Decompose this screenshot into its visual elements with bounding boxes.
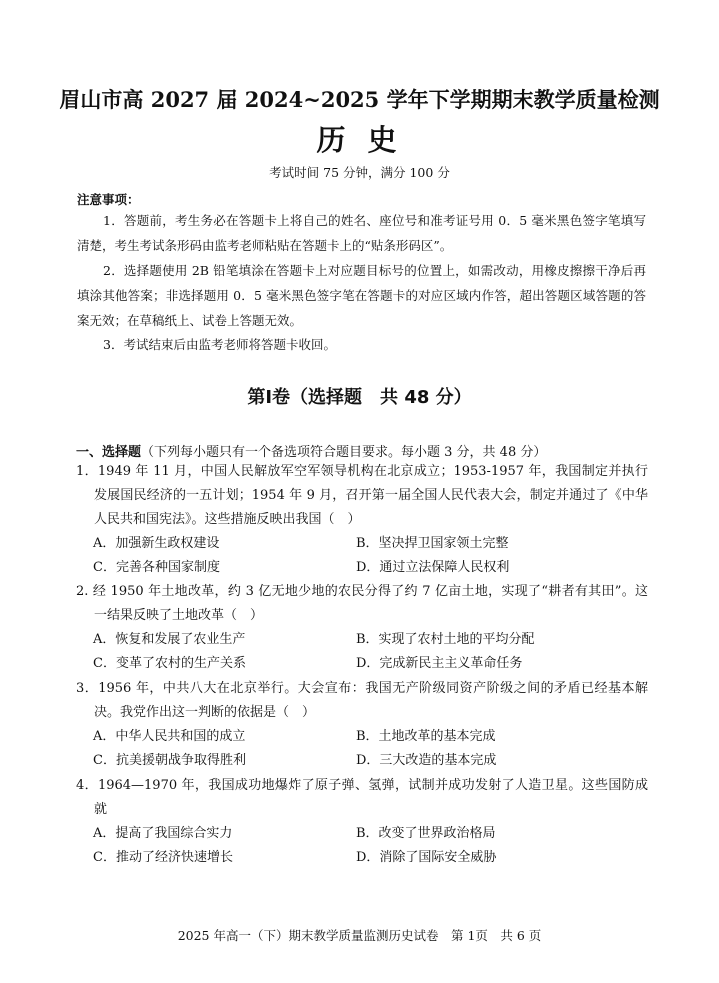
exam-info: 考试时间 75 分钟，满分 100 分 <box>269 165 450 180</box>
option-d: D．完成新民主主义革命任务 <box>356 656 523 671</box>
question-stem: 4．1964—1970 年，我国成功地爆炸了原子弹、氢弹，试制并成功发射了人造卫星。这些国防成就 <box>76 778 648 817</box>
option-b: B．实现了农村土地的平均分配 <box>356 632 535 647</box>
option-c: C．推动了经济快速增长 <box>93 850 233 865</box>
question-stem: 3．1956 年，中共八大在北京举行。大会宣布：我国无产阶级同资产阶级之间的矛盾已经基本解决。我党作出这一判断的依据是（ ） <box>76 681 648 720</box>
option-d: D．三大改造的基本完成 <box>356 753 497 768</box>
notes-title: 注意事项： <box>77 192 140 207</box>
section-title: 第Ⅰ卷（选择题 共 48 分） <box>247 387 472 408</box>
question-stem: 2. 经 1950 年土地改革，约 3 亿无地少地的农民分得了约 7 亿亩土地，实现了“耕者有其田”。这一结果反映了土地改革（ ） <box>76 584 648 623</box>
option-b: B．土地改革的基本完成 <box>356 729 496 744</box>
question-1 <box>76 460 648 580</box>
option-d: D．通过立法保障人民权利 <box>356 560 510 575</box>
subject-title: 历 史 <box>316 123 403 157</box>
option-c: C．抗美援朝战争取得胜利 <box>93 753 246 768</box>
question-4 <box>76 774 648 870</box>
page-footer: 2025 年高一（下）期末教学质量监测历史试卷 第 1页 共 6 页 <box>177 928 542 943</box>
option-a: A．中华人民共和国的成立 <box>93 729 246 744</box>
option-c: C．变革了农村的生产关系 <box>93 656 246 671</box>
option-c: C．完善各种国家制度 <box>93 560 220 575</box>
part-one-label: 一、选择题 <box>76 445 142 460</box>
question-2 <box>76 580 648 676</box>
exam-title: 眉山市高 2027 届 2024~2025 学年下学期期末教学质量检测 <box>59 87 660 112</box>
option-a: A．恢复和发展了农业生产 <box>93 632 246 647</box>
question-stem: 1．1949 年 11 月，中国人民解放军空军领导机构在北京成立；1953-1957 年，我国制定并执行发展国民经济的一五计划；1954 年 9 月，召开第一届全国人民代表大会，制定并通过了《中华人民共和国宪法》。这些措施反映出我国（ ） <box>76 464 648 527</box>
note-item-3: 3．考试结束后由监考老师将答题卡收回。 <box>103 337 336 352</box>
option-a: A．加强新生政权建设 <box>93 536 220 551</box>
option-b: B．改变了世界政治格局 <box>356 826 496 841</box>
question-3 <box>76 677 648 773</box>
part-one-instruction: （下列每小题只有一个备选项符合题目要求。每小题 3 分，共 48 分） <box>141 445 547 460</box>
option-b: B．坚决捍卫国家领土完整 <box>356 536 509 551</box>
part-one-heading <box>76 441 546 460</box>
note-item-2: 2．选择题使用 2B 铅笔填涂在答题卡上对应题目标号的位置上，如需改动，用橡皮擦擦干净后再填涂其他答案；非选择题用 0．5 毫米黑色签字笔在答题卡的对应区域内作答，超出答题区域答题的答案无效；在草稿纸上、试卷上答题无效。 <box>77 263 646 328</box>
option-a: A．提高了我国综合实力 <box>93 826 233 841</box>
note-item-1: 1．答题前，考生务必在答题卡上将自己的姓名、座位号和准考证号用 0．5 毫米黑色签字笔填写清楚，考生考试条形码由监考老师粘贴在答题卡上的“贴条形码区”。 <box>77 213 646 253</box>
option-d: D．消除了国际安全威胁 <box>356 850 497 865</box>
